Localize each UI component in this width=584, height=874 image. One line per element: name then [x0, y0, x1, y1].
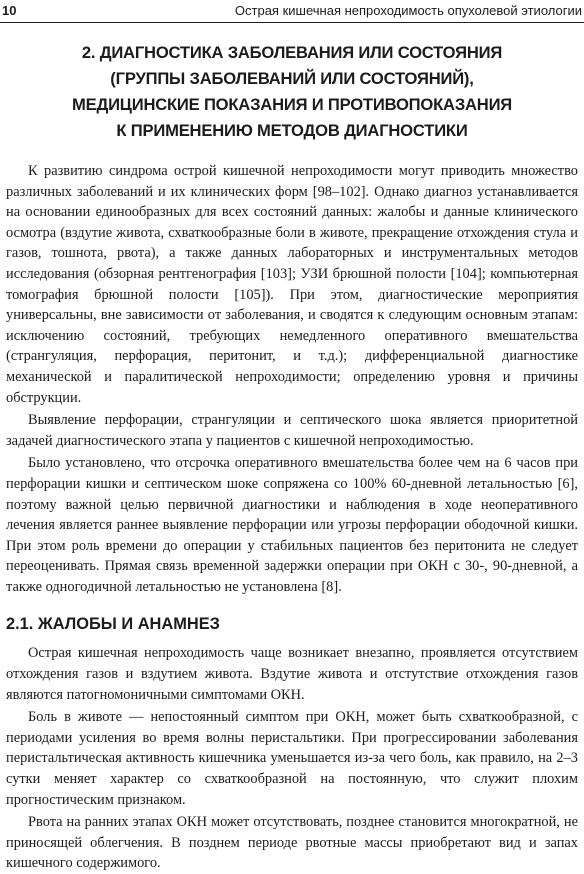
section-title-line: МЕДИЦИНСКИЕ ПОКАЗАНИЯ И ПРОТИВОПОКАЗАНИЯ [71, 95, 513, 114]
subsection-heading: 2.1. ЖАЛОБЫ И АНАМНЕЗ [6, 615, 220, 634]
paragraph: Было установлено, что отсрочка оперативного вмешательства более чем на 6 часов при перфорации кишки и септическом шоке сопряжена со 100% 60-дневной летальностью [6], поэтому важной целью первичной диагностики и наблюдения в ходе неоперативного лечения является раннее выявление перфорации или угрозы перфорации ободочной кишки. При этом роль времени до операции у стабильных пациентов без перитонита не следует переоценивать. Прямая связь временной задержки операции при ОКН с 30-, 90-дневной, а также одногодичной летальностью не установлена [8]. [6, 455, 578, 595]
section-title [20, 40, 564, 144]
body-text [6, 161, 578, 874]
paragraph: Рвота на ранних этапах ОКН может отсутствовать, позднее становится многократной, не приносящей облегчения. В позднем периоде рвотные массы приобретают вид и запах кишечного содержимого. [6, 814, 578, 872]
section-title-line: К ПРИМЕНЕНИЮ МЕТОДОВ ДИАГНОСТИКИ [116, 121, 468, 140]
page-number: 10 [2, 3, 17, 18]
section-title-line: (ГРУППЫ ЗАБОЛЕВАНИЙ ИЛИ СОСТОЯНИЙ), [110, 69, 474, 88]
paragraph: Выявление перфорации, странгуляции и септического шока является приоритетной задачей диагностического этапа у пациентов с кишечной непроходимостью. [6, 412, 578, 449]
page-header [0, 0, 584, 22]
paragraph: Острая кишечная непроходимость чаще возникает внезапно, проявляется отсутствием отхождения газов и вздутием живота. Вздутие живота и отстутствие отхождения газов являются патогномоничными симптомами ОКН. [6, 645, 578, 703]
header-divider [0, 22, 584, 23]
paragraph: К развитию синдрома острой кишечной непроходимости могут приводить множество различных заболеваний и их клинических форм [98–102]. Однако диагноз устанавливается на основании единообразных для всех состояний данных: жалобы и данные клинического осмотра (вздутие живота, схваткообразные боли в животе, прекращение отхождения стула и газов, тошнота, рвота), а также данных лабораторных и инструментальных методов исследования (обзорная рентгенография [103]; УЗИ брюшной полости [104]; компьютерная томография брюшной полости [105]). При этом, диагностические мероприятия универсальны, вне зависимости от заболевания, и сводятся к следующим основным этапам: исключению состояний, требующих немедленного оперативного вмешательства (странгуляция, перфорация, перитонит, и т.д.); дифференциальной диагностике механической и паралитической непроходимости; определению уровня и причины обструкции. [6, 163, 578, 406]
section-title-line: 2. ДИАГНОСТИКА ЗАБОЛЕВАНИЯ ИЛИ СОСТОЯНИЯ [81, 43, 503, 62]
running-title: Острая кишечная непроходимость опухолевой этиологии [234, 3, 582, 18]
paragraph: Боль в животе — непостоянный симптом при ОКН, может быть схваткообразной, с периодами усиления во время волны перистальтики. При прогрессировании заболевания перистальтическая активность кишечника уменьшается из-за чего боль, как правило, на 2–3 сутки меняет характер со схваткообразной на постоянную, что служит плохим прогностическим признаком. [6, 709, 578, 808]
